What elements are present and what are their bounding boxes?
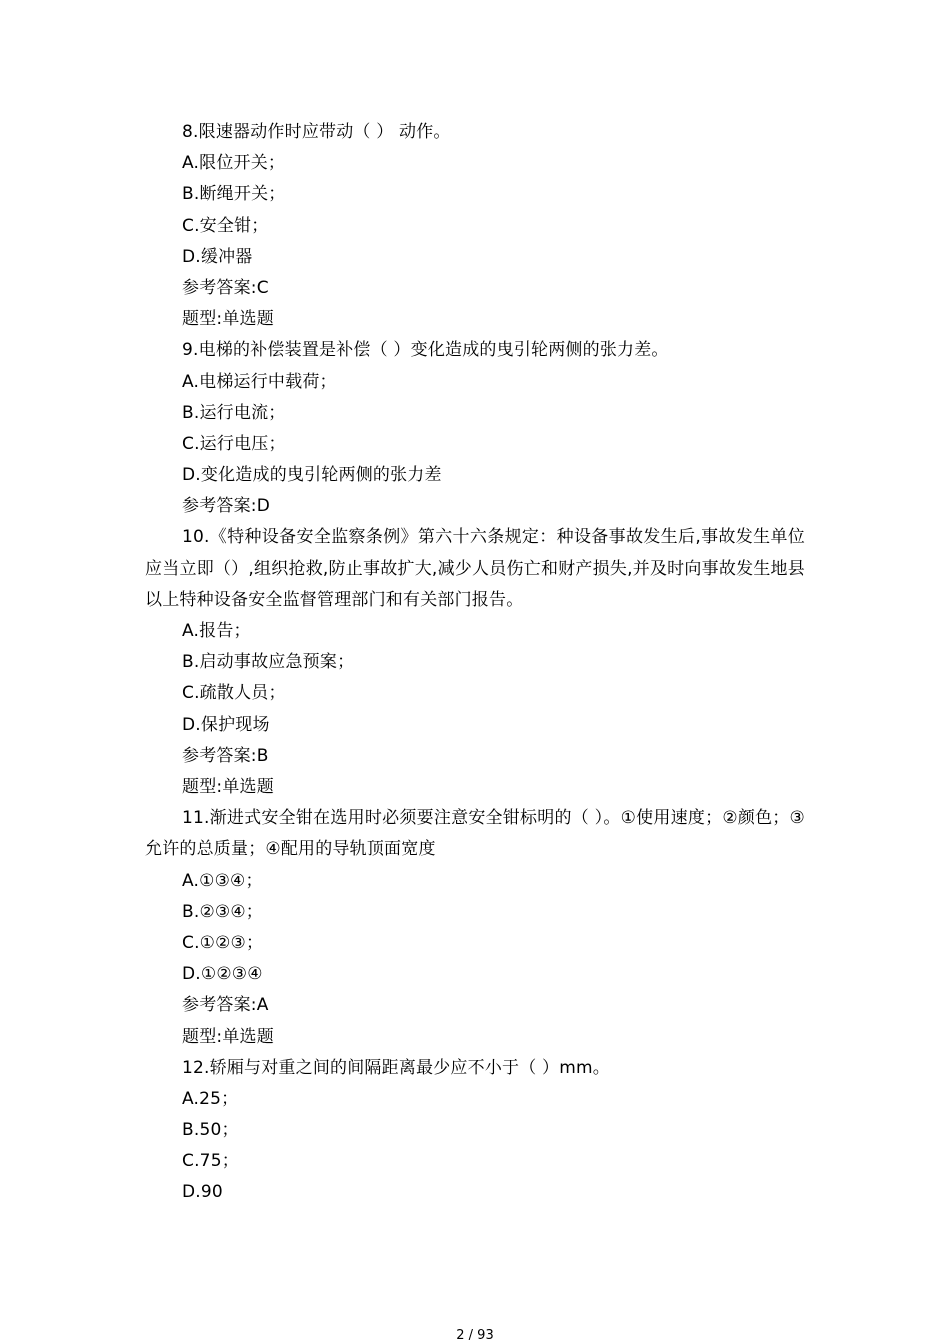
question-10-option-d: D.保护现场 [182, 714, 270, 735]
question-11-option-a: A.①③④； [182, 870, 263, 891]
page-content [145, 117, 805, 1209]
question-11-option-d: D.①②③④ [182, 964, 263, 985]
question-11-answer: 参考答案:A [182, 995, 269, 1016]
question-8-option-d: D.缓冲器 [182, 246, 253, 267]
question-8-type: 题型:单选题 [182, 309, 274, 330]
question-12-option-d: D.90 [182, 1182, 223, 1203]
question-10-stem: 10.《特种设备安全监察条例》第六十六条规定：种设备事故发生后,事故发生单位应当立即（）,组织抢救,防止事故扩大,减少人员伤亡和财产损失,并及时向事故发生地县以上特种设备安全监督管理部门和有关部门报告。 [145, 527, 805, 610]
question-9-answer: 参考答案:D [182, 496, 271, 517]
question-9-option-d: D.变化造成的曳引轮两侧的张力差 [182, 465, 442, 486]
question-11-option-c: C.①②③； [182, 932, 264, 953]
question-8-option-a: A.限位开关； [182, 153, 286, 174]
question-10-option-c: C.疏散人员； [182, 683, 286, 704]
question-10-answer: 参考答案:B [182, 745, 269, 766]
question-10-option-b: B.启动事故应急预案； [182, 652, 355, 673]
question-12-option-c: C.75； [182, 1151, 239, 1172]
question-10-type: 题型:单选题 [182, 776, 274, 797]
question-11-stem: 11.渐进式安全钳在选用时必须要注意安全钳标明的（ ）。①使用速度；②颜色；③允许的总质量；④配用的导轨顶面宽度 [145, 808, 805, 860]
question-12-option-a: A.25； [182, 1088, 239, 1109]
page-number: 2 / 93 [456, 1328, 494, 1343]
question-9-option-c: C.运行电压； [182, 433, 286, 454]
question-8-answer: 参考答案:C [182, 277, 269, 298]
question-8-stem: 8.限速器动作时应带动（ ） 动作。 [182, 122, 451, 142]
question-9-stem: 9.电梯的补偿装置是补偿（ ）变化造成的曳引轮两侧的张力差。 [182, 340, 669, 361]
question-10-option-a: A.报告； [182, 621, 251, 642]
question-8-option-c: C.安全钳； [182, 215, 269, 236]
question-9-option-b: B.运行电流； [182, 402, 286, 423]
question-11-type: 题型:单选题 [182, 1026, 274, 1047]
question-12-stem: 12.轿厢与对重之间的间隔距离最少应不小于（ ）mm。 [182, 1057, 610, 1078]
question-12-option-b: B.50； [182, 1120, 239, 1141]
question-11-option-b: B.②③④； [182, 901, 263, 922]
question-8-option-b: B.断绳开关； [182, 184, 286, 205]
question-9-option-a: A.电梯运行中载荷； [182, 371, 337, 392]
